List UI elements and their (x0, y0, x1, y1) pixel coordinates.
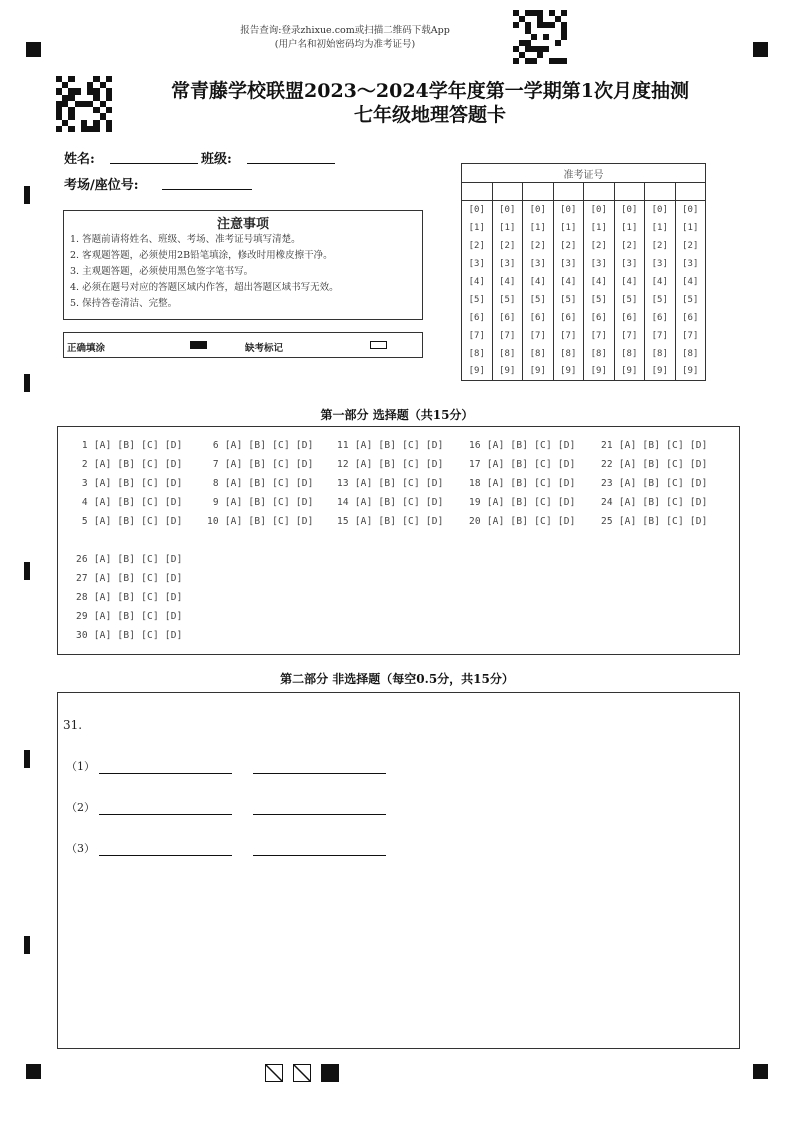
exam-id-digit-row (462, 201, 706, 219)
exam-id-bubble[interactable]: [3] (553, 255, 584, 273)
exam-id-bubble[interactable]: [0] (462, 201, 493, 219)
page-title: 常青藤学校联盟2023～2024学年度第一学期第1次月度抽测 (171, 80, 689, 102)
exam-id-bubble[interactable]: [3] (462, 255, 493, 273)
exam-id-bubble[interactable]: [1] (462, 219, 493, 237)
notes-item: 5. 保持答卷清洁、完整。 (70, 298, 178, 309)
answer-line[interactable] (99, 814, 232, 815)
exam-id-digit-row (462, 345, 706, 363)
timing-bar (24, 936, 30, 954)
answer-line[interactable] (253, 773, 386, 774)
notes-item: 1. 答题前请将姓名、班级、考场、准考证号填写清楚。 (70, 234, 301, 245)
exam-id-bubble[interactable]: [7] (614, 327, 645, 345)
exam-id-bubble[interactable]: [8] (492, 345, 523, 363)
exam-id-bubble[interactable]: [8] (584, 345, 615, 363)
diagonal-box-icon (265, 1064, 283, 1082)
mcq-question-row[interactable]: 14 [A] [B] [C] [D] (337, 497, 444, 508)
notes-item: 4. 必须在题号对应的答题区域内作答，超出答题区域书写无效。 (70, 282, 339, 293)
exam-id-write-cell[interactable] (462, 183, 493, 201)
mcq-question-row[interactable]: 20 [A] [B] [C] [D] (469, 516, 576, 527)
exam-id-bubble[interactable]: [4] (492, 273, 523, 291)
exam-id-bubble[interactable]: [7] (462, 327, 493, 345)
exam-id-bubble[interactable]: [4] (462, 273, 493, 291)
exam-id-bubble[interactable]: [0] (675, 201, 706, 219)
exam-id-bubble[interactable]: [0] (523, 201, 554, 219)
exam-id-bubble[interactable]: [3] (645, 255, 676, 273)
mcq-question-row[interactable]: 13 [A] [B] [C] [D] (337, 478, 444, 489)
exam-id-digit-row (462, 363, 706, 381)
mcq-question-row[interactable]: 27 [A] [B] [C] [D] (76, 573, 183, 584)
exam-id-bubble[interactable]: [1] (553, 219, 584, 237)
qr-code-icon (56, 76, 112, 132)
exam-id-bubble[interactable]: [9] (675, 363, 706, 381)
part2-answer-box (57, 692, 740, 1049)
mcq-question-row[interactable]: 19 [A] [B] [C] [D] (469, 497, 576, 508)
exam-id-bubble[interactable]: [6] (553, 309, 584, 327)
mcq-question-row[interactable]: 22 [A] [B] [C] [D] (601, 459, 708, 470)
class-label: 班级: (201, 152, 232, 167)
exam-id-write-cell[interactable] (553, 183, 584, 201)
exam-id-bubble[interactable]: [8] (614, 345, 645, 363)
notes-item: 2. 客观题答题，必须使用2B铅笔填涂，修改时用橡皮擦干净。 (70, 250, 333, 261)
mcq-question-row[interactable]: 8 [A] [B] [C] [D] (207, 478, 314, 489)
timing-bar (24, 186, 30, 204)
qr-code-icon[interactable] (513, 10, 567, 64)
exam-id-bubble[interactable]: [7] (492, 327, 523, 345)
absent-label: 缺考标记 (245, 343, 284, 354)
mcq-question-row[interactable]: 5 [A] [B] [C] [D] (76, 516, 183, 527)
exam-id-digit-row (462, 327, 706, 345)
corner-mark-top-left (26, 42, 41, 57)
mcq-question-row[interactable]: 1 [A] [B] [C] [D] (76, 440, 183, 451)
notes-title: 注意事项 (216, 217, 269, 232)
mcq-question-row[interactable]: 2 [A] [B] [C] [D] (76, 459, 183, 470)
exam-id-bubble[interactable]: [8] (523, 345, 554, 363)
exam-id-digit-row (462, 291, 706, 309)
mcq-question-row[interactable]: 24 [A] [B] [C] [D] (601, 497, 708, 508)
mcq-question-row[interactable]: 25 [A] [B] [C] [D] (601, 516, 708, 527)
exam-id-bubble[interactable]: [9] (523, 363, 554, 381)
exam-id-bubble[interactable]: [3] (492, 255, 523, 273)
exam-id-bubble[interactable]: [3] (614, 255, 645, 273)
exam-id-bubble[interactable]: [1] (584, 219, 615, 237)
exam-id-bubble[interactable]: [4] (523, 273, 554, 291)
absent-checkbox[interactable] (370, 341, 387, 349)
exam-id-bubble[interactable]: [5] (553, 291, 584, 309)
exam-id-bubble[interactable]: [9] (553, 363, 584, 381)
exam-id-bubble[interactable]: [2] (584, 237, 615, 255)
class-field[interactable] (247, 163, 335, 164)
mcq-question-row[interactable]: 30 [A] [B] [C] [D] (76, 630, 183, 641)
exam-id-bubble[interactable]: [2] (492, 237, 523, 255)
exam-id-title: 准考证号 (462, 164, 706, 183)
exam-id-bubble[interactable]: [8] (462, 345, 493, 363)
exam-id-write-cell[interactable] (614, 183, 645, 201)
exam-id-bubble[interactable]: [8] (645, 345, 676, 363)
exam-id-bubble[interactable]: [9] (462, 363, 493, 381)
notes-box (63, 210, 423, 320)
report-query-note: 报告查询:登录zhixue.com或扫描二维码下载App (240, 25, 450, 36)
timing-bar (24, 750, 30, 768)
exam-id-write-cell[interactable] (492, 183, 523, 201)
question-number: 31. (63, 718, 83, 732)
exam-id-bubble[interactable]: [5] (614, 291, 645, 309)
exam-id-bubble[interactable]: [3] (675, 255, 706, 273)
mcq-question-row[interactable]: 9 [A] [B] [C] [D] (207, 497, 314, 508)
exam-id-bubble[interactable]: [4] (675, 273, 706, 291)
exam-id-grid (461, 163, 706, 381)
exam-id-bubble[interactable]: [5] (492, 291, 523, 309)
mcq-question-row[interactable]: 11 [A] [B] [C] [D] (337, 440, 444, 451)
exam-id-bubble[interactable]: [2] (553, 237, 584, 255)
name-field[interactable] (110, 163, 198, 164)
exam-id-bubble[interactable]: [6] (584, 309, 615, 327)
exam-id-bubble[interactable]: [5] (462, 291, 493, 309)
exam-id-write-cell[interactable] (584, 183, 615, 201)
exam-id-write-cell[interactable] (645, 183, 676, 201)
mcq-question-row[interactable]: 10 [A] [B] [C] [D] (207, 516, 314, 527)
answer-line[interactable] (253, 814, 386, 815)
part1-title: 第一部分 选择题（共15分） (320, 408, 474, 422)
exam-id-bubble[interactable]: [3] (584, 255, 615, 273)
exam-id-bubble[interactable]: [6] (462, 309, 493, 327)
exam-id-bubble[interactable]: [7] (553, 327, 584, 345)
timing-bar (24, 562, 30, 580)
corner-mark-top-right (753, 42, 768, 57)
room-seat-label: 考场/座位号: (64, 178, 139, 193)
exam-id-bubble[interactable]: [5] (523, 291, 554, 309)
mcq-question-row[interactable]: 12 [A] [B] [C] [D] (337, 459, 444, 470)
exam-id-write-cell[interactable] (523, 183, 554, 201)
exam-id-bubble[interactable]: [1] (523, 219, 554, 237)
exam-id-write-cell[interactable] (675, 183, 706, 201)
timing-bar (24, 374, 30, 392)
exam-id-bubble[interactable]: [6] (645, 309, 676, 327)
exam-id-bubble[interactable]: [7] (584, 327, 615, 345)
mcq-question-row[interactable]: 29 [A] [B] [C] [D] (76, 611, 183, 622)
filled-box-icon (321, 1064, 339, 1082)
exam-id-bubble[interactable]: [7] (523, 327, 554, 345)
exam-id-bubble[interactable]: [0] (492, 201, 523, 219)
exam-id-bubble[interactable]: [2] (462, 237, 493, 255)
mcq-question-row[interactable]: 28 [A] [B] [C] [D] (76, 592, 183, 603)
exam-id-bubble[interactable]: [0] (584, 201, 615, 219)
fill-marks-box (63, 332, 423, 358)
room-seat-field[interactable] (162, 189, 252, 190)
mcq-question-row[interactable]: 23 [A] [B] [C] [D] (601, 478, 708, 489)
diagonal-box-icon (293, 1064, 311, 1082)
exam-id-bubble[interactable]: [9] (584, 363, 615, 381)
exam-id-bubble[interactable]: [0] (553, 201, 584, 219)
mcq-question-row[interactable]: 21 [A] [B] [C] [D] (601, 440, 708, 451)
mcq-question-row[interactable]: 15 [A] [B] [C] [D] (337, 516, 444, 527)
mcq-question-row[interactable]: 26 [A] [B] [C] [D] (76, 554, 183, 565)
exam-id-bubble[interactable]: [5] (645, 291, 676, 309)
notes-list (64, 232, 422, 312)
mcq-question-row[interactable]: 4 [A] [B] [C] [D] (76, 497, 183, 508)
username-hint: (用户名和初始密码均为准考证号) (274, 39, 416, 50)
exam-id-bubble[interactable]: [4] (553, 273, 584, 291)
exam-id-bubble[interactable]: [2] (523, 237, 554, 255)
mcq-question-row[interactable]: 7 [A] [B] [C] [D] (207, 459, 314, 470)
exam-id-bubble[interactable]: [4] (584, 273, 615, 291)
exam-id-bubble[interactable]: [0] (645, 201, 676, 219)
exam-id-bubble[interactable]: [6] (675, 309, 706, 327)
exam-id-bubble[interactable]: [6] (614, 309, 645, 327)
mcq-question-row[interactable]: 6 [A] [B] [C] [D] (207, 440, 314, 451)
exam-id-bubble[interactable]: [1] (675, 219, 706, 237)
sub-question-label: （2） (66, 801, 95, 814)
exam-id-bubble[interactable]: [2] (645, 237, 676, 255)
exam-id-bubble[interactable]: [5] (584, 291, 615, 309)
exam-id-digit-row (462, 219, 706, 237)
page-subtitle: 七年级地理答题卡 (353, 104, 506, 126)
answer-line[interactable] (99, 855, 232, 856)
mcq-question-row[interactable]: 18 [A] [B] [C] [D] (469, 478, 576, 489)
exam-id-digit-row (462, 273, 706, 291)
mcq-question-row[interactable]: 17 [A] [B] [C] [D] (469, 459, 576, 470)
exam-id-bubble[interactable]: [9] (645, 363, 676, 381)
exam-id-bubble[interactable]: [7] (675, 327, 706, 345)
exam-id-bubble[interactable]: [9] (614, 363, 645, 381)
exam-id-bubble[interactable]: [5] (675, 291, 706, 309)
notes-item: 3. 主观题答题，必须使用黑色签字笔书写。 (70, 266, 254, 277)
exam-id-bubble[interactable]: [8] (675, 345, 706, 363)
exam-id-bubble[interactable]: [4] (614, 273, 645, 291)
mcq-question-row[interactable]: 16 [A] [B] [C] [D] (469, 440, 576, 451)
exam-id-bubble[interactable]: [6] (492, 309, 523, 327)
exam-id-bubble[interactable]: [7] (645, 327, 676, 345)
exam-id-bubble[interactable]: [0] (614, 201, 645, 219)
exam-id-digit-row (462, 255, 706, 273)
name-label: 姓名: (64, 152, 95, 167)
exam-id-bubble[interactable]: [1] (492, 219, 523, 237)
sub-question-label: （3） (66, 842, 95, 855)
exam-id-bubble[interactable]: [4] (645, 273, 676, 291)
exam-id-bubble[interactable]: [6] (523, 309, 554, 327)
exam-id-bubble[interactable]: [2] (675, 237, 706, 255)
exam-id-bubble[interactable]: [3] (523, 255, 554, 273)
corner-mark-bottom-left (26, 1064, 41, 1079)
exam-id-digit-row (462, 237, 706, 255)
exam-id-bubble[interactable]: [8] (553, 345, 584, 363)
mcq-question-row[interactable]: 3 [A] [B] [C] [D] (76, 478, 183, 489)
sub-question-label: （1） (66, 760, 95, 773)
exam-id-bubble[interactable]: [1] (645, 219, 676, 237)
exam-id-bubble[interactable]: [1] (614, 219, 645, 237)
exam-id-bubble[interactable]: [9] (492, 363, 523, 381)
answer-line[interactable] (99, 773, 232, 774)
corner-mark-bottom-right (753, 1064, 768, 1079)
exam-id-bubble[interactable]: [2] (614, 237, 645, 255)
answer-line[interactable] (253, 855, 386, 856)
exam-id-digit-row (462, 309, 706, 327)
part2-title: 第二部分 非选择题（每空0.5分，共15分） (280, 672, 514, 686)
correct-fill-sample (190, 341, 207, 349)
correct-fill-label: 正确填涂 (67, 343, 106, 354)
